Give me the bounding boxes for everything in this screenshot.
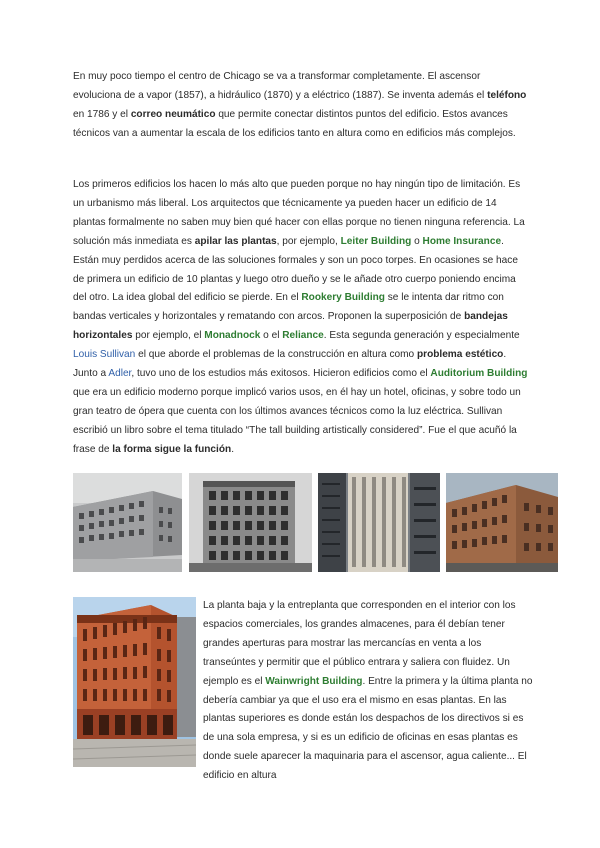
text: en 1786 y el <box>73 108 131 120</box>
link-adler[interactable]: Adler <box>108 368 132 380</box>
text: , por ejemplo, <box>276 235 341 247</box>
paragraph-1 <box>73 68 529 144</box>
photo-wainwright-building <box>73 597 196 767</box>
link-louis-sullivan[interactable]: Louis Sullivan <box>73 349 136 361</box>
bold-term: bandejas horizontales <box>73 311 508 342</box>
text: . Entre la primera y la última planta no debería cambiar ya que el uso era el mismo en esas plantas. En las plantas superiores es donde están los despachos de los directivos si es de una sola empresa, y si es un edificio de oficinas en esas plantas es donde suele aparecer la maquinaria para el ascensor, agua caliente... El edificio en altura <box>203 675 533 782</box>
bold-term: teléfono <box>487 89 527 101</box>
photo-home-insurance-building <box>189 473 312 572</box>
photo-reliance-building <box>318 473 440 572</box>
text: . Están muy perdidos acerca de las soluciones formales y son un poco torpes. En ocasiones se hace de primera un edificio de 10 plantas y luego otro dueño y se le añade otro cuerpo poniendo encima del otro. La idea global del edificio se pierde. En el <box>73 235 518 304</box>
link-leiter-building[interactable]: Leiter Building <box>340 235 412 247</box>
paragraph-2 <box>73 176 529 460</box>
bold-term: correo neumático <box>130 108 216 120</box>
bold-term: apilar las plantas <box>194 235 277 247</box>
text: Los primeros edificios los hacen lo más alto que pueden porque no hay ningún tipo de limitación. Es un urbanismo más liberal. Los arquitectos que técnicamente ya pueden hacer un edificio de 14 plantas formalmente no saben muy bien qué hacer con ellas porque no tienen ninguna referencia. La solución más inmediata es <box>73 179 525 247</box>
link-rookery-building[interactable]: Rookery Building <box>301 292 385 304</box>
text: por ejemplo, el <box>132 330 205 342</box>
text: se le intenta dar ritmo con bandas verticales y horizontales y rematando con arcos. Proponen la superposición de <box>73 292 504 323</box>
text: La planta baja y la entreplanta que corresponden en el interior con los espacios comerciales, los grandes almacenes, para él debían tener grandes aperturas para mostrar las mercancías en venta a los transeúntes y permitir que el público entrara y saliera con fluidez. Un ejemplo es el <box>203 600 516 687</box>
text: o <box>411 235 423 247</box>
link-wainwright-building[interactable]: Wainwright Building <box>265 675 363 687</box>
text: , tuvo uno de los estudios más exitosos. Hicieron edificios como el <box>131 368 431 380</box>
text: . <box>231 443 234 455</box>
bold-term: la forma sigue la función <box>112 443 232 455</box>
text: el que aborde el problemas de la construcción en altura como <box>135 349 417 361</box>
paragraph-3 <box>203 597 533 786</box>
photo-auditorium-building <box>446 473 558 572</box>
link-auditorium-building[interactable]: Auditorium Building <box>430 368 528 380</box>
text: o el <box>260 330 283 342</box>
bold-term: problema estético <box>416 349 504 361</box>
link-reliance[interactable]: Reliance <box>282 330 324 342</box>
text: . Esta segunda generación y especialmente <box>323 330 520 342</box>
link-home-insurance[interactable]: Home Insurance <box>422 235 502 247</box>
photo-leiter-building <box>73 473 182 572</box>
text: En muy poco tiempo el centro de Chicago se va a transformar completamente. El ascensor evoluciona de a vapor (1857), a hidráulico (1870) y a eléctrico (1887). Se inventa además el <box>73 71 488 101</box>
text: . Junto a <box>73 349 507 380</box>
text: que era un edificio moderno porque implicó varios usos, en él hay un hotel, oficinas, y sobre todo un gran teatro de ópera que cuenta con los últimos avances técnicos como la luz eléctrica. Sullivan escribió un libro sobre el tema titulado “The tall building artistically considered”. Fue el que acuñó la frase de <box>73 386 521 455</box>
text: que permite conectar distintos puntos del edificio. Estos avances técnicos van a aumentar la escala de los edificios tanto en altura como en edificios más complejos. <box>73 108 516 139</box>
link-monadnock[interactable]: Monadnock <box>204 330 261 342</box>
